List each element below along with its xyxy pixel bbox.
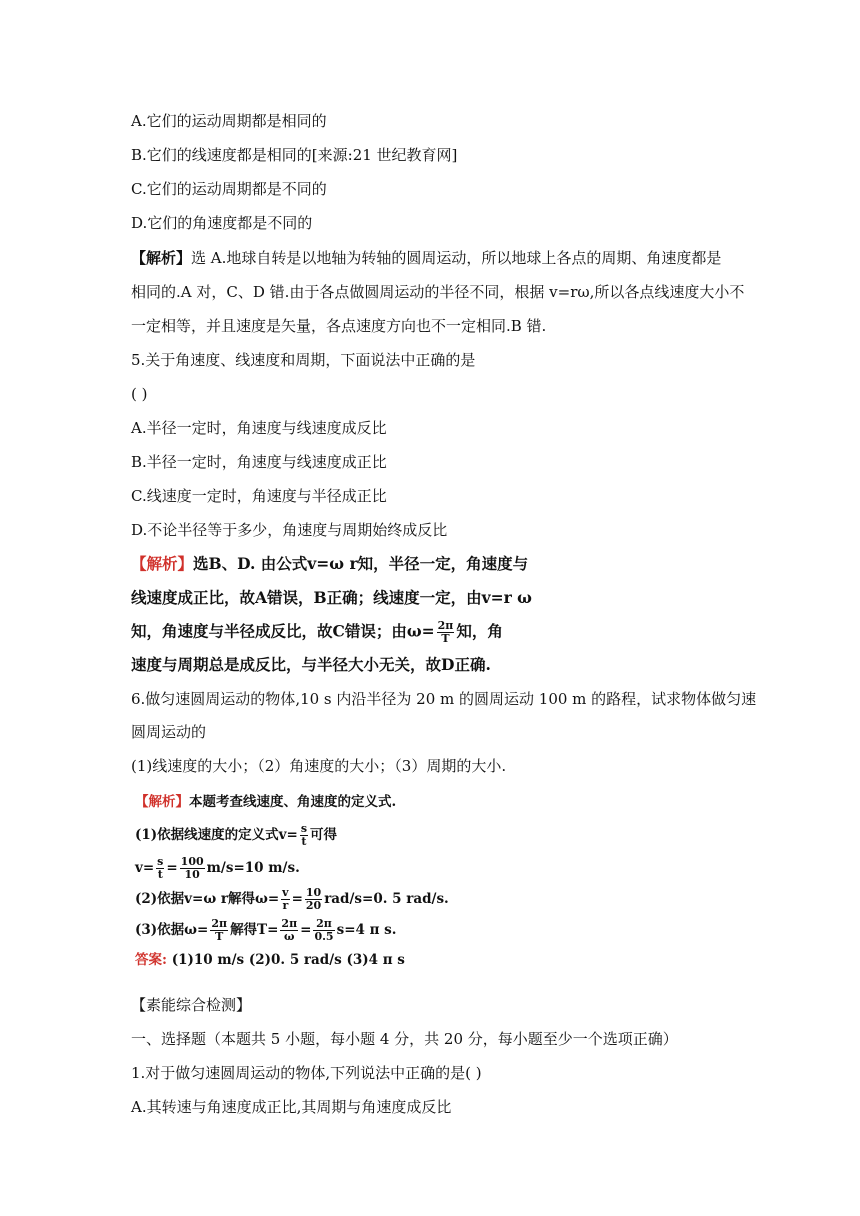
analysis-tag: 【解析】: [131, 554, 194, 573]
q6-step2: v= $\frac{s}{t}$ = $\frac{100}{10}$ m/s=10 m/s.: [135, 855, 300, 881]
q5-option-b: B.半径一定时，角速度与线速度成正比: [131, 453, 387, 471]
q4-option-d: D.它们的角速度都是不同的: [131, 214, 313, 232]
q5-option-c: C.线速度一定时，角速度与半径成正比: [131, 487, 387, 505]
q5-stem: 5.关于角速度、线速度和周期，下面说法中正确的是: [131, 351, 476, 369]
fraction: $\frac{2\pi}{T}$: [211, 917, 228, 943]
q6-stem-line3: (1)线速度的大小；（2）角速度的大小；（3）周期的大小.: [131, 757, 507, 775]
fraction: $\frac{10}{20}$: [305, 886, 322, 912]
q5-option-d: D.不论半径等于多少，角速度与周期始终成反比: [131, 521, 448, 539]
section-q1-option-a: A.其转速与角速度成正比,其周期与角速度成反比: [131, 1098, 452, 1116]
q5-analysis-line2: 线速度成正比，故A错误，B正确；线速度一定，由v=r ω: [131, 588, 532, 607]
fraction: $\frac{2\pi}{T}$: [437, 619, 454, 645]
q6-step4: (3)依据ω= $\frac{2\pi}{T}$ 解得T= $\frac{2\pi}{\omega}$ = $\frac{2\pi}{0.5}$ s=4 π s.: [135, 917, 397, 943]
q5-answer-paren: ( ): [131, 385, 148, 403]
fraction: $\frac{s}{t}$: [300, 822, 308, 848]
section-title: 【素能综合检测】: [131, 996, 252, 1014]
q5-analysis-line1: 【解析】选B、D. 由公式v=ω r知，半径一定，角速度与: [131, 554, 529, 573]
q4-option-b: B.它们的线速度都是相同的[来源:21 世纪教育网]: [131, 146, 458, 164]
q5-analysis-line4: 速度与周期总是成反比，与半径大小无关，故D正确.: [131, 655, 491, 674]
q4-option-a: A.它们的运动周期都是相同的: [131, 112, 327, 130]
fraction: $\frac{v}{r}$: [282, 886, 289, 912]
q6-stem-line1: 6.做匀速圆周运动的物体,10 s 内沿半径为 20 m 的圆周运动 100 m 的路程，试求物体做匀速: [131, 690, 757, 708]
q6-analysis-intro: 【解析】本题考查线速度、角速度的定义式.: [135, 794, 397, 810]
q6-step3: (2)依据v=ω r解得ω= $\frac{v}{r}$ = $\frac{10}{20}$ rad/s=0. 5 rad/s.: [135, 886, 449, 912]
q4-analysis-line3: 一定相等，并且速度是矢量，各点速度方向也不一定相同.B 错.: [131, 317, 547, 335]
q6-stem-line2: 圆周运动的: [131, 723, 207, 741]
fraction: $\frac{2\pi}{0.5}$: [314, 917, 334, 943]
section-q1-stem: 1.对于做匀速圆周运动的物体,下列说法中正确的是( ): [131, 1064, 482, 1082]
q4-option-c: C.它们的运动周期都是不同的: [131, 180, 327, 198]
fraction: $\frac{s}{t}$: [157, 855, 164, 881]
answer-tag: 答案:: [135, 952, 167, 968]
q5-option-a: A.半径一定时，角速度与线速度成反比: [131, 419, 387, 437]
fraction: $\frac{2\pi}{\omega}$: [281, 917, 298, 943]
q6-answer: 答案: (1)10 m/s (2)0. 5 rad/s (3)4 π s: [135, 952, 405, 968]
q4-analysis-line2: 相同的.A 对，C、D 错.由于各点做圆周运动的半径不同，根据 v=rω,所以各点线速度大小不: [131, 283, 745, 301]
fraction: $\frac{100}{10}$: [180, 855, 204, 881]
q5-analysis-line3: 知，角速度与半径成反比，故C错误；由ω= $\frac{2\pi}{T}$ 知，角: [131, 619, 503, 645]
analysis-tag: 【解析】: [131, 249, 192, 267]
q4-analysis-line1: 【解析】选 A.地球自转是以地轴为转轴的圆周运动，所以地球上各点的周期、角速度都是: [131, 249, 722, 267]
analysis-tag: 【解析】: [135, 794, 189, 810]
section-subtitle: 一、选择题（本题共 5 小题，每小题 4 分，共 20 分，每小题至少一个选项正确）: [131, 1030, 678, 1048]
q6-step1: (1)依据线速度的定义式v= $\frac{s}{t}$ 可得: [135, 822, 338, 848]
